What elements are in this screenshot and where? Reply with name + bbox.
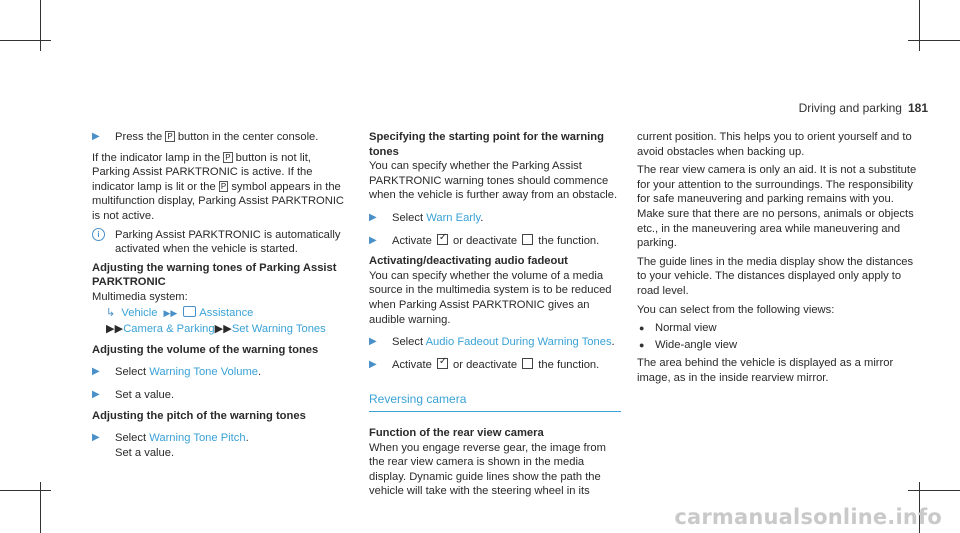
step-arrow-icon: ▶ (92, 432, 100, 444)
step-activate-warn-early (369, 234, 621, 249)
text: Press the (115, 131, 163, 143)
menu-set-warning-tones-link[interactable]: Set Warning Tones (231, 323, 326, 336)
heading-starting-point: Specifying the starting point for the warning tones (369, 131, 604, 158)
parking-button-icon: P (225, 152, 231, 162)
step-select-warn-early: ▶ Select Warn Early. (369, 211, 484, 224)
path-start-icon: ↳ (106, 306, 116, 319)
text: or deactivate (453, 234, 518, 247)
step-arrow-icon: ▶ (92, 366, 100, 378)
heading-adjust-warning-tones: Adjusting the warning tones of Parking Assist PARKTRONIC (92, 261, 337, 289)
info-note (92, 228, 350, 257)
crop-mark (919, 0, 920, 51)
assistance-icon (183, 306, 196, 317)
column-right (637, 130, 917, 390)
text: or deactivate (453, 358, 518, 371)
paragraph-3: The guide lines in the media display show the distances to your vehicle. The distances displayed only apply to road level. (637, 255, 914, 297)
text: Select (115, 366, 147, 379)
warning-tone-volume-link[interactable]: Warning Tone Volume (149, 366, 259, 379)
list-item (637, 338, 917, 353)
crop-mark (40, 0, 41, 51)
page-number: 181 (907, 101, 928, 115)
paragraph-2: The rear view camera is only an aid. It is not a substitute for your attention to the surroundings. The responsibility for safe maneuvering and parking remains with you. Make sure that there are no persons, animals or objects etc., in the maneuvering area while maneuvering and parking. (637, 164, 917, 250)
paragraph-1: current position. This helps you to orient yourself and to avoid obstacles when backing up. (637, 131, 912, 158)
page-header (799, 101, 928, 115)
step-press-button (92, 130, 350, 145)
text: button is not lit, Parking Assist PARKTRONIC is active. If the indicator lamp is lit or the (92, 151, 313, 193)
audio-fadeout-paragraph: You can specify whether the volume of a media source in the multimedia system is to be reduced when Parking Assist PARKTRONIC gives an audible warning. (369, 269, 612, 326)
menu-camera-parking-link[interactable]: Camera & Parking (123, 323, 215, 336)
menu-path-line-1 (92, 306, 350, 321)
info-icon: i (92, 228, 105, 241)
crop-mark (908, 490, 960, 491)
text: Normal view (655, 322, 717, 335)
step-arrow-icon: ▶ (369, 234, 377, 246)
heading-function-rear-camera: Function of the rear view camera (369, 426, 544, 439)
step-activate-audio-fadeout (369, 358, 621, 373)
menu-assistance-link[interactable]: Assistance (199, 306, 254, 319)
step-arrow-icon: ▶ (92, 388, 100, 400)
section-title-reversing-camera: Reversing camera (369, 392, 621, 412)
paragraph-5: The area behind the vehicle is displayed as a mirror image, as in the inside rearview mirror. (637, 357, 894, 384)
step-arrow-icon: ▶ (92, 131, 100, 142)
parking-button-icon: P (167, 132, 173, 141)
function-paragraph: When you engage reverse gear, the image from the rear view camera is shown in the media display. Dynamic guide lines show the path the vehicle will take with the steering wheel in its (369, 441, 606, 498)
list-item (637, 321, 917, 336)
path-separator-icon: ▶▶ (214, 323, 232, 336)
crop-mark (0, 40, 51, 41)
note-text: Parking Assist PARKTRONIC is automatically activated when the vehicle is started. (115, 228, 341, 256)
step-arrow-icon: ▶ (369, 336, 377, 348)
step-select-pitch: ▶ Select Warning Tone Pitch. Set a value. (92, 432, 249, 459)
text: Activate (392, 358, 432, 371)
audio-fadeout-link[interactable]: Audio Fadeout During Warning Tones (425, 336, 612, 349)
path-separator-icon: ▶▶ (163, 307, 178, 318)
crop-mark (908, 40, 960, 41)
parking-symbol-icon: P (220, 181, 227, 191)
column-left (92, 130, 350, 466)
multimedia-label: Multimedia system: (92, 290, 188, 303)
text: If the indicator lamp in the (92, 151, 221, 164)
text: Wide-angle view (655, 338, 738, 351)
warn-early-link[interactable]: Warn Early (426, 211, 481, 224)
text: Select (392, 211, 424, 224)
warning-tone-pitch-link[interactable]: Warning Tone Pitch (149, 432, 246, 445)
step-set-value (92, 388, 350, 403)
watermark: carmanualsonline.info (674, 505, 942, 529)
step-select-volume: ▶ Select Warning Tone Volume. (92, 366, 262, 379)
text: Select (115, 432, 147, 445)
heading-audio-fadeout: Activating/deactivating audio fadeout (369, 255, 568, 268)
text: Set a value. (115, 446, 175, 459)
step-select-audio-fadeout: ▶ Select Audio Fadeout During Warning Tones. (369, 336, 615, 349)
step-arrow-icon: ▶ (369, 211, 377, 223)
path-separator-icon: ▶▶ (106, 323, 124, 336)
menu-path-line-2 (92, 322, 350, 337)
heading-pitch: Adjusting the pitch of the warning tones (92, 409, 306, 422)
column-middle (369, 130, 621, 503)
text: Set a value. (115, 388, 175, 401)
crop-mark (40, 482, 41, 533)
step-arrow-icon: ▶ (369, 358, 377, 370)
starting-point-paragraph: You can specify whether the Parking Assist PARKTRONIC warning tones should commence when the vehicle is further away from an obstacle. (369, 160, 618, 202)
checkbox-checked-icon[interactable] (437, 234, 448, 245)
heading-volume: Adjusting the volume of the warning tones (92, 343, 319, 356)
section-name: Driving and parking (798, 101, 902, 115)
crop-mark (0, 490, 51, 491)
text: the function. (538, 234, 600, 247)
text: Activate (392, 234, 432, 247)
text: the function. (538, 358, 600, 371)
bullet-icon: ● (639, 323, 645, 334)
checkbox-empty-icon[interactable] (522, 234, 533, 245)
indicator-paragraph (92, 151, 350, 224)
text: button in the center console. (177, 131, 319, 143)
bullet-icon: ● (639, 339, 645, 350)
checkbox-empty-icon[interactable] (522, 358, 533, 369)
paragraph-4: You can select from the following views: (637, 303, 835, 316)
checkbox-checked-icon[interactable] (437, 358, 448, 369)
menu-vehicle-link[interactable]: Vehicle (121, 306, 158, 319)
text: symbol appears in the multifunction display, Parking Assist PARKTRONIC is not active. (92, 180, 345, 222)
text: Select (392, 336, 424, 349)
